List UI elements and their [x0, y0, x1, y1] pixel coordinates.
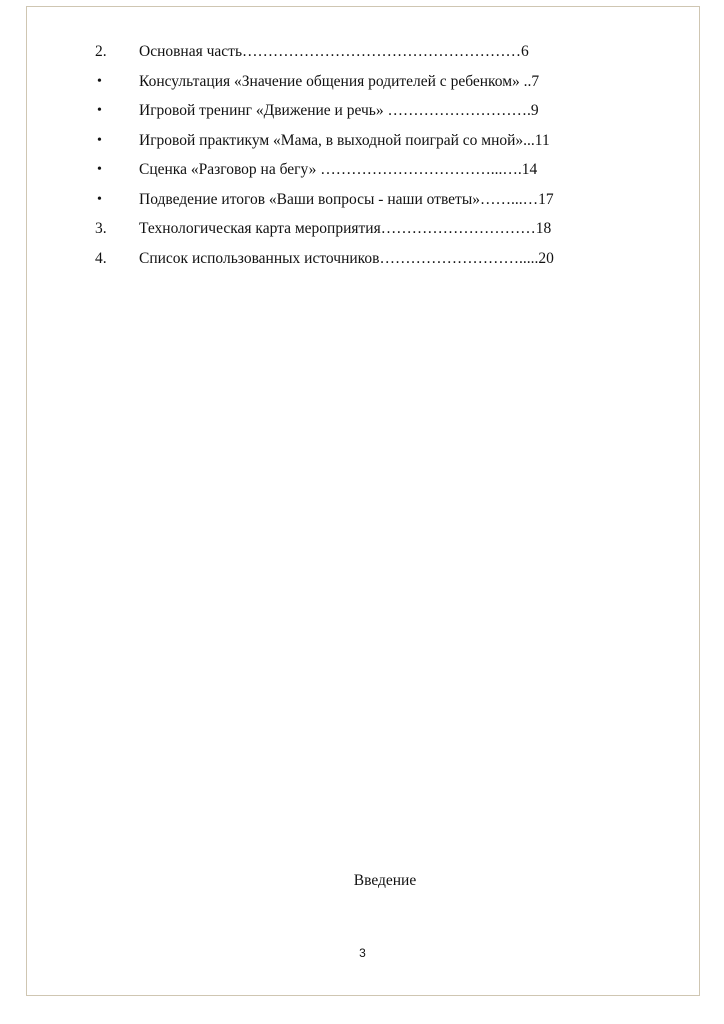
toc-item-text: Игровой тренинг «Движение и речь» ……………………….9: [139, 102, 539, 119]
page-frame: [26, 6, 700, 996]
toc-bullet: •: [97, 192, 102, 207]
toc-item-text: Список использованных источников……………………….....20: [139, 250, 554, 267]
toc-bullet: •: [97, 133, 102, 148]
toc-number: 3.: [95, 220, 107, 237]
toc-bullet: •: [97, 162, 102, 177]
section-heading-introduction: Введение: [353, 872, 417, 889]
toc-item-text: Технологическая карта мероприятия…………………………18: [139, 220, 552, 237]
toc-item-text: Сценка «Разговор на бегу» ……………………………...….14: [139, 161, 538, 178]
toc-number: 2.: [95, 43, 107, 60]
page-number: 3: [359, 946, 366, 960]
toc-item-text: Подведение итогов «Ваши вопросы - наши ответы»……...…17: [139, 191, 554, 208]
toc-item-text: Основная часть………………………………………………6: [139, 43, 529, 60]
toc-number: 4.: [95, 250, 107, 267]
toc-bullet: •: [97, 103, 102, 118]
toc-item-text: Игровой практикум «Мама, в выходной поиграй со мной»...11: [139, 132, 550, 149]
toc-bullet: •: [97, 74, 102, 89]
toc-item-text: Консультация «Значение общения родителей с ребенком» ..7: [139, 73, 540, 90]
